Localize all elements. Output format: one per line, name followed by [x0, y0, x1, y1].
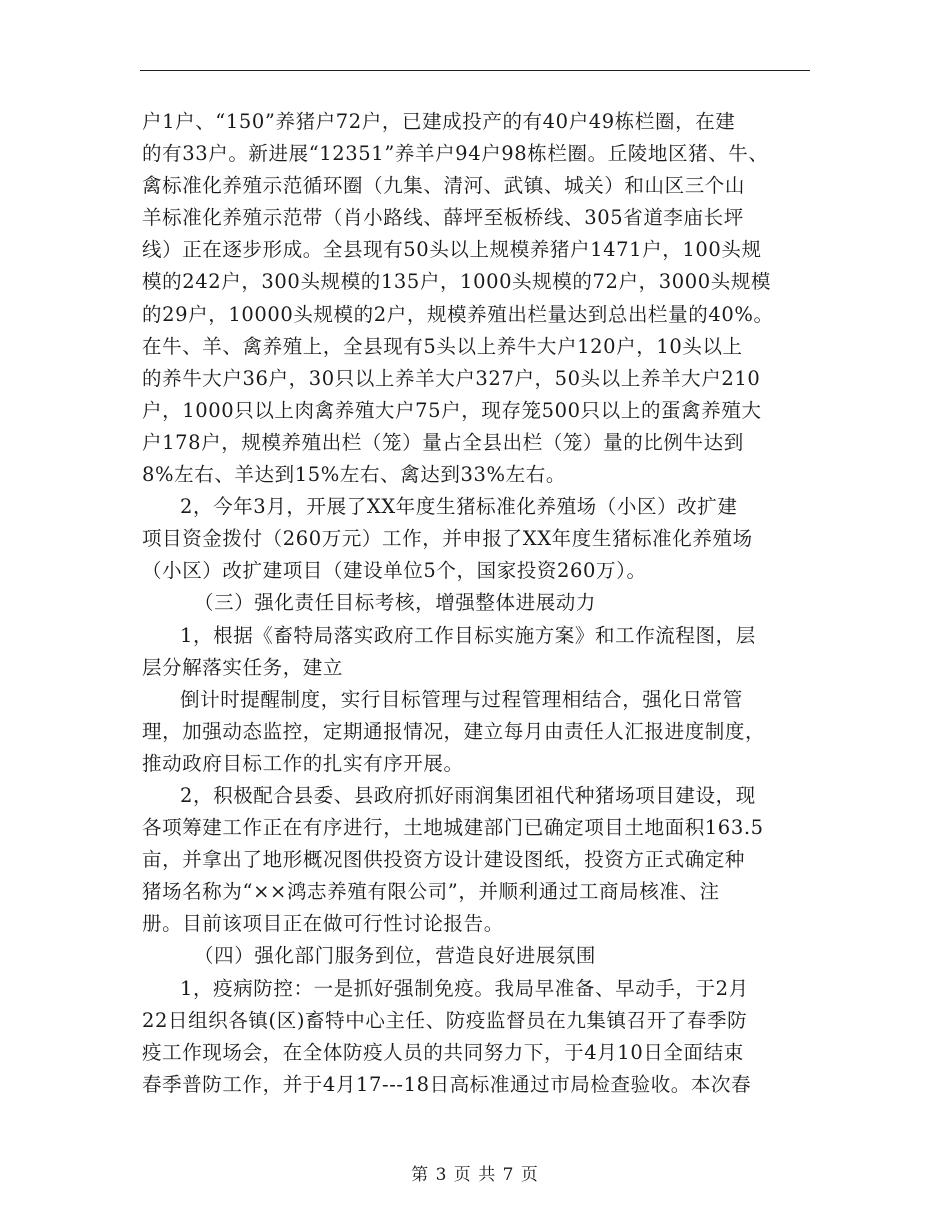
section-heading: （四）强化部门服务到位，营造良好进展氛围: [194, 944, 597, 968]
text-line: 各项筹建工作正在有序进行，土地城建部门已确定项目土地面积163.5: [142, 816, 764, 840]
text-line: 推动政府目标工作的扎实有序开展。: [142, 751, 464, 775]
text-line: 禽标准化养殖示范循环圈（九集、清河、武镇、城关）和山区三个山: [142, 174, 746, 198]
text-line: 8%左右、羊达到15%左右、禽达到33%左右。: [142, 463, 566, 487]
text-line: 亩，并拿出了地形概况图供投资方设计建设图纸，投资方正式确定种: [142, 848, 746, 872]
text-line: 层分解落实任务，建立: [142, 655, 344, 679]
text-line: 疫工作现场会，在全体防疫人员的共同努力下，于4月10日全面结束: [142, 1040, 744, 1064]
text-line: 户，1000只以上肉禽养殖大户75户，现存笼500只以上的蛋禽养殖大: [142, 398, 762, 422]
text-line: 模的242户，300头规模的135户，1000头规模的72户，3000头规模: [142, 270, 772, 294]
page-number-footer: 第 3 页 共 7 页: [411, 1165, 539, 1185]
paragraph-start-line: 倒计时提醒制度，实行目标管理与过程管理相结合，强化日常管: [180, 687, 743, 711]
section-heading: （三）强化责任目标考核，增强整体进展动力: [194, 591, 597, 615]
text-line: （小区）改扩建项目（建设单位5个，国家投资260万）。: [142, 559, 647, 583]
text-line: 在牛、羊、禽养殖上，全县现有5头以上养牛大户120户，10头以上: [142, 334, 743, 358]
text-line: 22日组织各镇(区)畜特中心主任、防疫监督员在九集镇召开了春季防: [142, 1008, 748, 1032]
text-line: 理，加强动态监控，定期通报情况，建立每月由责任人汇报进度制度，: [142, 719, 766, 743]
text-line: 册。目前该项目正在做可行性讨论报告。: [142, 912, 504, 936]
paragraph-start-line: 1，根据《畜特局落实政府工作目标实施方案》和工作流程图，层: [180, 623, 756, 647]
body-text: [142, 106, 814, 1101]
text-line: 线）正在逐步形成。全县现有50头以上规模养猪户1471户，100头规: [142, 238, 762, 262]
text-line: 的有33户。新进展“12351”养羊户94户98栋栏圈。丘陵地区猪、牛、: [142, 142, 769, 166]
text-line: 猪场名称为“××鸿志养殖有限公司”，并顺利通过工商局核准、注: [142, 880, 720, 904]
text-line: 户178户，规模养殖出栏（笼）量占全县出栏（笼）量的比例牛达到: [142, 430, 744, 454]
text-line: 项目资金拨付（260万元）工作，并申报了XX年度生猪标准化养殖场: [142, 527, 753, 551]
text-line: 羊标准化养殖示范带（肖小路线、薛坪至板桥线、305省道李庙长坪: [142, 206, 744, 230]
paragraph-start-line: 2，今年3月，开展了XX年度生猪标准化养殖场（小区）改扩建: [180, 495, 738, 519]
text-line: 的养牛大户36户，30只以上养羊大户327户，50头以上养羊大户210: [142, 366, 761, 390]
text-line: 户1户、“150”养猪户72户，已建成投产的有40户49栋栏圈，在建: [142, 110, 736, 133]
paragraph-start-line: 1，疫病防控：一是抓好强制免疫。我局早准备、早动手，于2月: [180, 976, 749, 1000]
text-line: 春季普防工作，并于4月17---18日高标准通过市局检查验收。本次春: [142, 1072, 752, 1096]
header-rule: [140, 70, 810, 71]
paragraph-start-line: 2，积极配合县委、县政府抓好雨润集团祖代种猪场项目建设，现: [180, 783, 756, 807]
text-line: 的29户，10000头规模的2户，规模养殖出栏量达到总出栏量的40%。: [142, 302, 774, 326]
